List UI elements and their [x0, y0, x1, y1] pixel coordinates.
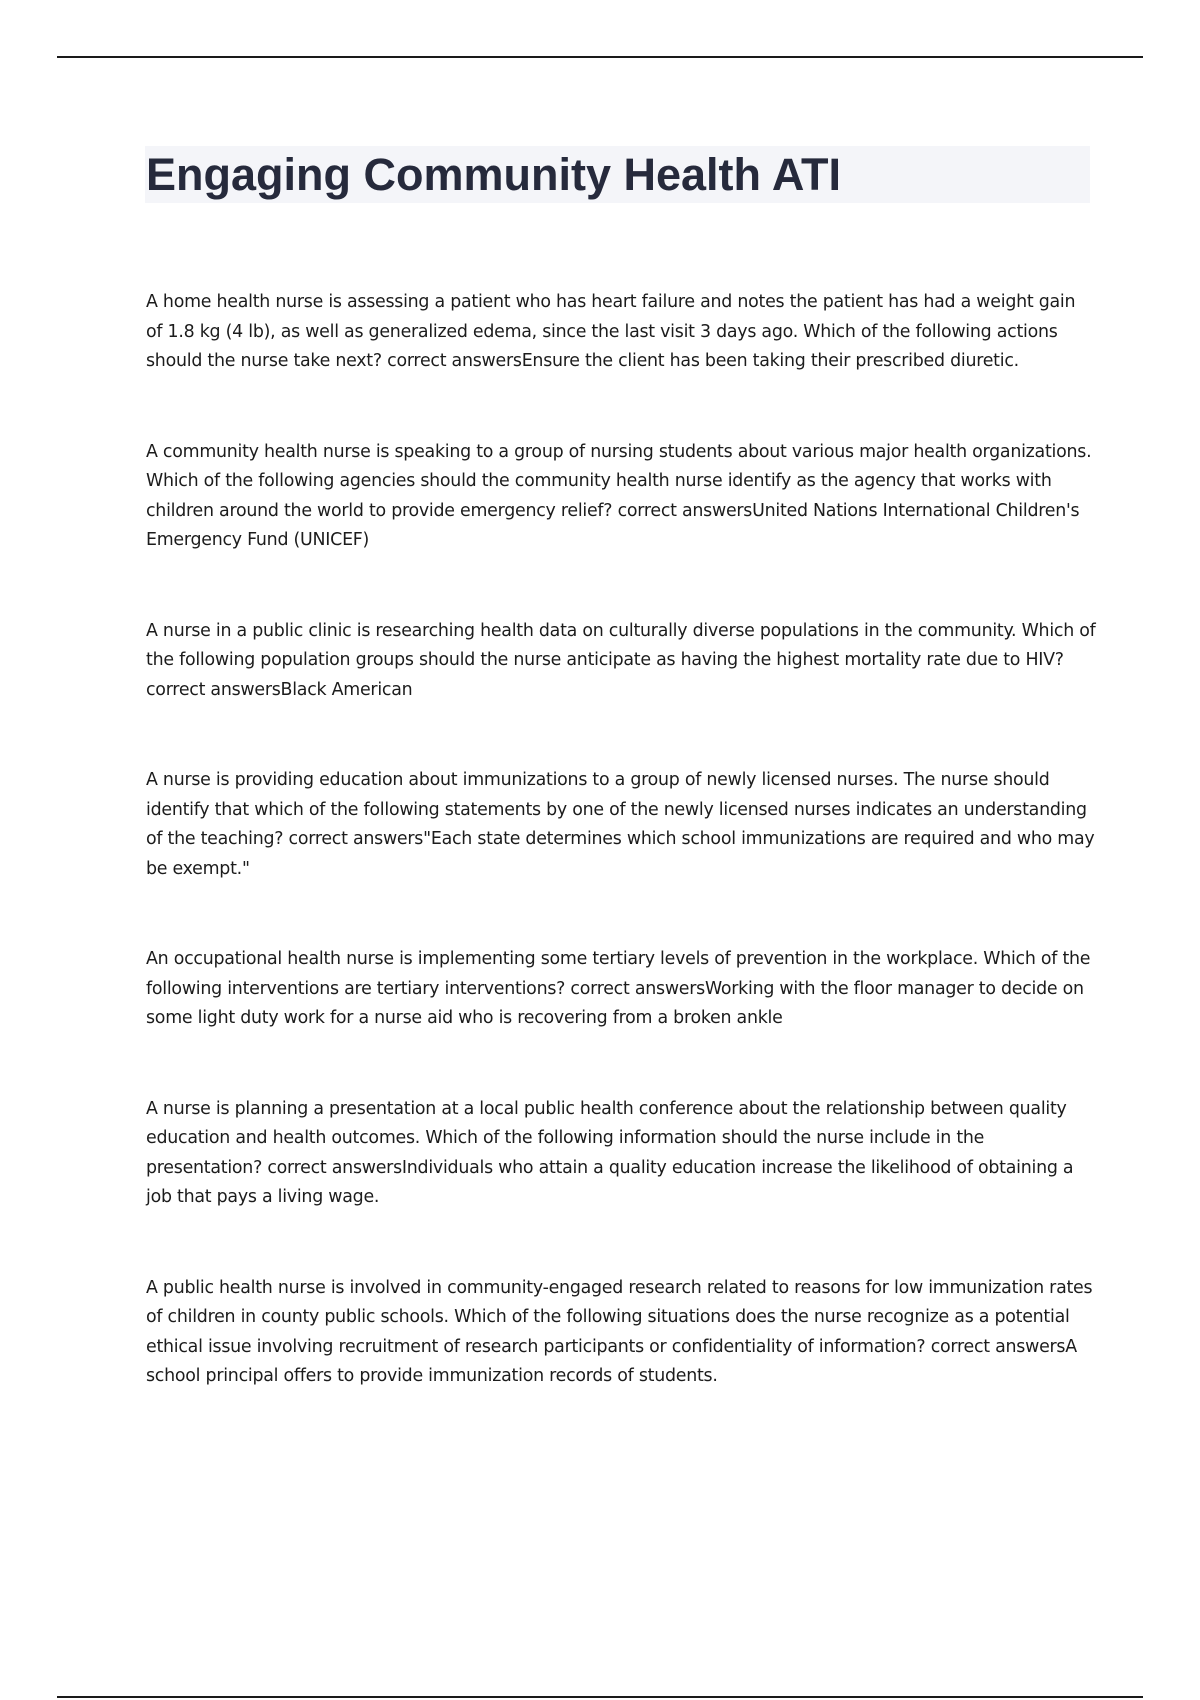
- question-text: A nurse is planning a presentation at a local public health conference about the relationship between quality education and health outcomes. Which of the following information should the nurse include in the presentation?: [146, 1098, 1067, 1178]
- answer-text: Ensure the client has been taking their prescribed diuretic.: [521, 351, 1019, 371]
- answer-text: Black American: [280, 679, 413, 700]
- document-title: Engaging Community Health ATI: [146, 149, 841, 200]
- answer-text: Working with the floor manager to decide on some light duty work for a nurse aid who is recovering from a broken ankle: [146, 978, 1084, 1028]
- qa-item: [146, 1274, 1096, 1392]
- answer-separator: correct answers: [146, 679, 281, 700]
- question-text: An occupational health nurse is implementing some tertiary levels of prevention in the workplace. Which of the following interventions are tertiary interventions?: [146, 949, 1091, 999]
- qa-item: [146, 945, 1096, 1034]
- answer-separator: correct answers: [387, 351, 522, 371]
- question-list: [146, 288, 1096, 1453]
- question-text: A public health nurse is involved in community-engaged research related to reasons for low immunization rates of children in county public schools. Which of the following situations does the nurse recognize as a potential ethical issue involving recruitment of research participants or confidentiality of information?: [146, 1277, 1093, 1357]
- qa-item: [146, 617, 1096, 706]
- question-text: A nurse is providing education about immunizations to a group of newly licensed nurses. The nurse should identify that which of the following statements by one of the newly licensed nurses indicates an understanding of the teaching?: [146, 770, 1087, 849]
- qa-item: [146, 1095, 1096, 1213]
- answer-text: "Each state determines which school immunizations are required and who may be exempt.": [146, 829, 1095, 879]
- question-text: A community health nurse is speaking to a group of nursing students about various major health organizations. Which of the following agencies should the community health nurse identify as the agency that works with children around the world to provide emergency relief?: [146, 441, 1092, 521]
- answer-separator: correct answers: [930, 1336, 1066, 1357]
- answer-text: A school principal offers to provide immunization records of students.: [146, 1336, 1077, 1386]
- answer-separator: correct answers: [267, 1157, 402, 1178]
- top-rule: [57, 56, 1143, 58]
- answer-separator: correct answers: [617, 500, 753, 521]
- question-text: A home health nurse is assessing a patient who has heart failure and notes the patient has had a weight gain of 1.8 kg (4 lb), as well as generalized edema, since the last visit 3 days ago. Which of the following actions should the nurse take next?: [146, 292, 1076, 371]
- answer-separator: correct answers: [288, 829, 424, 849]
- answer-text: Individuals who attain a quality education increase the likelihood of obtaining a job that pays a living wage.: [146, 1157, 1074, 1207]
- qa-item: [146, 766, 1096, 884]
- bottom-rule: [57, 1696, 1143, 1698]
- answer-text: United Nations International Children's Emergency Fund (UNICEF): [146, 500, 1080, 550]
- qa-item: [146, 288, 1096, 377]
- question-text: A nurse in a public clinic is researching health data on culturally diverse populations in the community. Which of the following population groups should the nurse anticipate as having the highest mortality rate due to HIV?: [146, 620, 1096, 670]
- qa-item: [146, 438, 1096, 556]
- answer-separator: correct answers: [570, 978, 705, 999]
